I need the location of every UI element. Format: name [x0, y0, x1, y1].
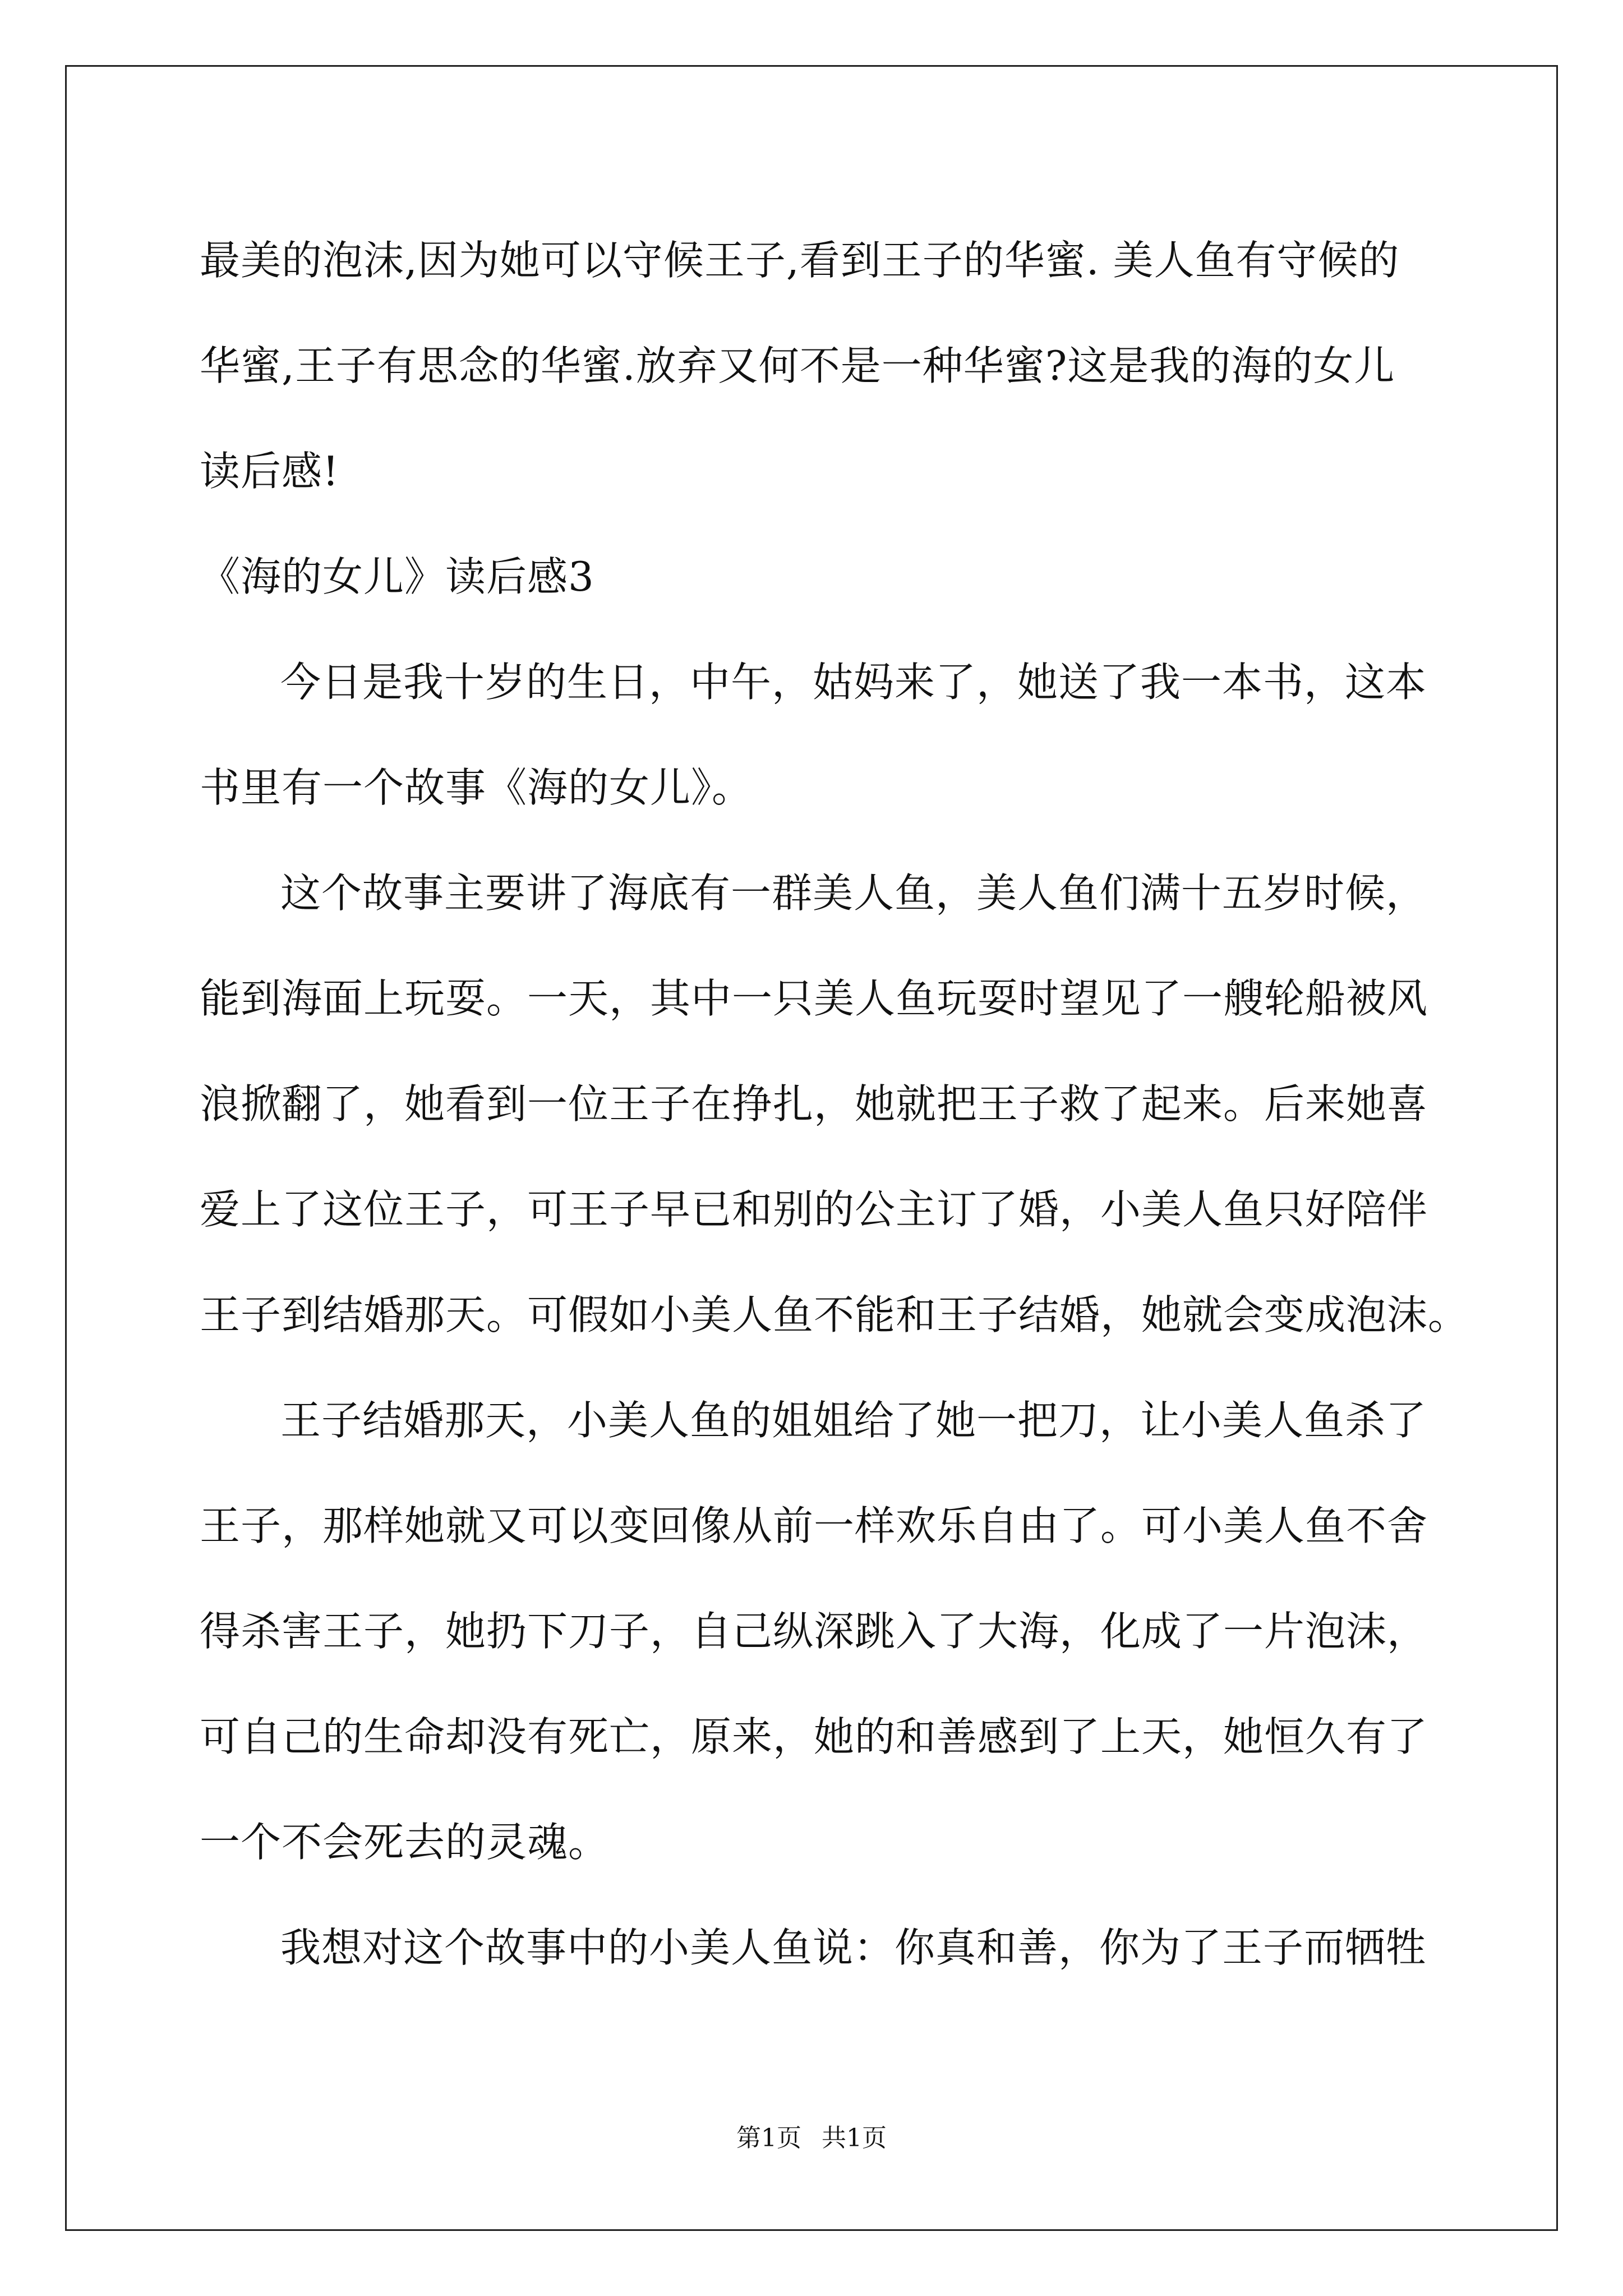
- text-line: 爱上了这位王子，可王子早已和别的公主订了婚，小美人鱼只好陪伴: [200, 1186, 1428, 1233]
- paragraph-start: 这个故事主要讲了海底有一群美人鱼，美人鱼们满十五岁时候，: [280, 869, 1427, 917]
- text-line: 浪掀翻了，她看到一位王子在挣扎，她就把王子救了起来。后来她喜: [200, 1080, 1428, 1128]
- text-line: 华蜜,王子有思念的华蜜.放弃又何不是一种华蜜?这是我的海的女儿: [200, 342, 1395, 389]
- text-line: 得杀害王子，她扔下刀子，自己纵深跳入了大海，化成了一片泡沫，: [200, 1608, 1428, 1655]
- text-line: 能到海面上玩耍。一天，其中一只美人鱼玩耍时望见了一艘轮船被风: [200, 975, 1428, 1022]
- page-footer: [0, 2122, 1623, 2155]
- text-line: 书里有一个故事《海的女儿》。: [200, 764, 753, 811]
- text-line: 一个不会死去的灵魂。: [200, 1819, 610, 1866]
- section-heading: 《海的女儿》读后感3: [200, 553, 594, 600]
- text-line: 王子，那样她就又可以变回像从前一样欢乐自由了。可小美人鱼不舍: [200, 1502, 1428, 1549]
- text-line: 最美的泡沫,因为她可以守候王子,看到王子的华蜜. 美人鱼有守候的: [200, 237, 1400, 284]
- document-body: [200, 208, 1469, 2000]
- paragraph-start: 我想对这个故事中的小美人鱼说：你真和善，你为了王子而牺牲: [280, 1924, 1427, 1971]
- page-number-current: 第1页: [736, 2124, 801, 2152]
- paragraph-start: 王子结婚那天，小美人鱼的姐姐给了她一把刀，让小美人鱼杀了: [280, 1397, 1427, 1444]
- paragraph-start: 今日是我十岁的生日，中午，姑妈来了，她送了我一本书，这本: [280, 659, 1427, 706]
- text-line: 读后感!: [200, 448, 339, 495]
- text-line: 王子到结婚那天。可假如小美人鱼不能和王子结婚，她就会变成泡沫。: [200, 1291, 1469, 1338]
- text-line: 可自己的生命却没有死亡，原来，她的和善感到了上天，她恒久有了: [200, 1713, 1428, 1760]
- page-number-total: 共1页: [822, 2124, 887, 2152]
